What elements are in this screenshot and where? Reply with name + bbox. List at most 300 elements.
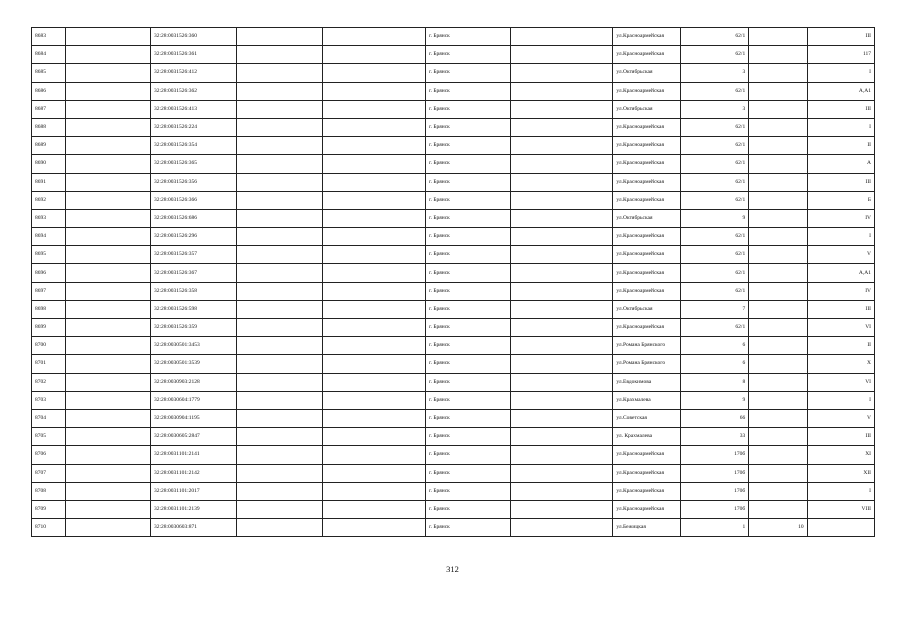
street-cell: ул.Красноармейская bbox=[613, 500, 680, 518]
premises-cell bbox=[807, 519, 874, 537]
building-cell bbox=[749, 209, 807, 227]
cadastral-number-cell: 32:28:0031526:360 bbox=[150, 28, 236, 46]
house-number-cell: 62/1 bbox=[680, 282, 748, 300]
premises-cell: IV bbox=[807, 209, 874, 227]
cadastral-number-cell: 32:28:0031101:2139 bbox=[150, 500, 236, 518]
building-cell bbox=[749, 82, 807, 100]
record-number-cell: 8710 bbox=[32, 519, 66, 537]
city-cell: г. Брянск bbox=[425, 464, 510, 482]
building-cell bbox=[749, 355, 807, 373]
empty-cell bbox=[511, 282, 613, 300]
city-cell: г. Брянск bbox=[425, 209, 510, 227]
street-cell: ул.Красноармейская bbox=[613, 82, 680, 100]
street-cell: ул.Октябрьская bbox=[613, 300, 680, 318]
city-cell: г. Брянск bbox=[425, 246, 510, 264]
premises-cell: А,А1 bbox=[807, 82, 874, 100]
empty-cell bbox=[511, 46, 613, 64]
empty-cell bbox=[511, 64, 613, 82]
building-cell bbox=[749, 409, 807, 427]
empty-cell bbox=[237, 391, 322, 409]
empty-cell bbox=[322, 155, 425, 173]
table-row bbox=[32, 46, 875, 64]
empty-cell bbox=[511, 464, 613, 482]
empty-cell bbox=[322, 209, 425, 227]
empty-cell bbox=[65, 82, 150, 100]
empty-cell bbox=[65, 28, 150, 46]
cadastral-number-cell: 32:28:0030605:2847 bbox=[150, 428, 236, 446]
empty-cell bbox=[65, 64, 150, 82]
table-row bbox=[32, 137, 875, 155]
house-number-cell: 170б bbox=[680, 464, 748, 482]
empty-cell bbox=[65, 409, 150, 427]
street-cell: ул.Романа Брянского bbox=[613, 355, 680, 373]
building-cell bbox=[749, 337, 807, 355]
city-cell: г. Брянск bbox=[425, 337, 510, 355]
empty-cell bbox=[237, 446, 322, 464]
house-number-cell: 62/1 bbox=[680, 264, 748, 282]
empty-cell bbox=[322, 300, 425, 318]
cadastral-number-cell: 32:28:0031526:224 bbox=[150, 118, 236, 136]
empty-cell bbox=[322, 500, 425, 518]
cadastral-number-cell: 32:28:0031101:2142 bbox=[150, 464, 236, 482]
building-cell bbox=[749, 228, 807, 246]
building-cell bbox=[749, 173, 807, 191]
empty-cell bbox=[511, 28, 613, 46]
building-cell bbox=[749, 373, 807, 391]
record-number-cell: 8692 bbox=[32, 191, 66, 209]
building-cell bbox=[749, 191, 807, 209]
empty-cell bbox=[511, 100, 613, 118]
building-cell bbox=[749, 28, 807, 46]
building-cell bbox=[749, 319, 807, 337]
premises-cell: III bbox=[807, 28, 874, 46]
empty-cell bbox=[322, 319, 425, 337]
premises-cell: III bbox=[807, 428, 874, 446]
cadastral-number-cell: 32:28:0030501:3539 bbox=[150, 355, 236, 373]
record-number-cell: 8691 bbox=[32, 173, 66, 191]
street-cell: ул.Красноармейская bbox=[613, 173, 680, 191]
building-cell: 10 bbox=[749, 519, 807, 537]
street-cell: ул.Красноармейская bbox=[613, 246, 680, 264]
street-cell: ул.Бежицкая bbox=[613, 519, 680, 537]
street-cell: ул.Красноармейская bbox=[613, 446, 680, 464]
empty-cell bbox=[322, 46, 425, 64]
empty-cell bbox=[511, 391, 613, 409]
city-cell: г. Брянск bbox=[425, 282, 510, 300]
empty-cell bbox=[322, 118, 425, 136]
street-cell: ул.Красноармейская bbox=[613, 228, 680, 246]
city-cell: г. Брянск bbox=[425, 391, 510, 409]
city-cell: г. Брянск bbox=[425, 409, 510, 427]
house-number-cell: 6 bbox=[680, 337, 748, 355]
empty-cell bbox=[237, 173, 322, 191]
house-number-cell: 6 bbox=[680, 355, 748, 373]
street-cell: ул.Октябрьская bbox=[613, 100, 680, 118]
empty-cell bbox=[65, 300, 150, 318]
street-cell: ул.Красноармейская bbox=[613, 46, 680, 64]
empty-cell bbox=[322, 191, 425, 209]
cadastral-number-cell: 32:28:0031526:296 bbox=[150, 228, 236, 246]
house-number-cell: 9 bbox=[680, 391, 748, 409]
empty-cell bbox=[65, 209, 150, 227]
empty-cell bbox=[65, 264, 150, 282]
empty-cell bbox=[511, 300, 613, 318]
city-cell: г. Брянск bbox=[425, 428, 510, 446]
empty-cell bbox=[322, 337, 425, 355]
cadastral-number-cell: 32:28:0030904:1195 bbox=[150, 409, 236, 427]
premises-cell: Б bbox=[807, 191, 874, 209]
street-cell: ул.Красноармейская bbox=[613, 482, 680, 500]
empty-cell bbox=[511, 355, 613, 373]
table-row bbox=[32, 300, 875, 318]
city-cell: г. Брянск bbox=[425, 46, 510, 64]
house-number-cell: 62/1 bbox=[680, 118, 748, 136]
empty-cell bbox=[322, 173, 425, 191]
city-cell: г. Брянск bbox=[425, 137, 510, 155]
empty-cell bbox=[237, 482, 322, 500]
table-row bbox=[32, 28, 875, 46]
empty-cell bbox=[65, 46, 150, 64]
premises-cell: I bbox=[807, 482, 874, 500]
empty-cell bbox=[65, 137, 150, 155]
empty-cell bbox=[322, 373, 425, 391]
empty-cell bbox=[65, 500, 150, 518]
empty-cell bbox=[65, 282, 150, 300]
empty-cell bbox=[511, 519, 613, 537]
city-cell: г. Брянск bbox=[425, 191, 510, 209]
empty-cell bbox=[511, 137, 613, 155]
empty-cell bbox=[511, 209, 613, 227]
empty-cell bbox=[511, 155, 613, 173]
street-cell: ул.Красноармейская bbox=[613, 118, 680, 136]
premises-cell: III bbox=[807, 300, 874, 318]
record-number-cell: 8702 bbox=[32, 373, 66, 391]
table-row bbox=[32, 482, 875, 500]
cadastral-number-cell: 32:28:0031526:598 bbox=[150, 300, 236, 318]
premises-cell: 117 bbox=[807, 46, 874, 64]
premises-cell: V bbox=[807, 409, 874, 427]
record-number-cell: 8697 bbox=[32, 282, 66, 300]
record-number-cell: 8707 bbox=[32, 464, 66, 482]
cadastral-number-cell: 32:28:0031526:356 bbox=[150, 173, 236, 191]
cadastral-number-cell: 32:28:0031526:365 bbox=[150, 155, 236, 173]
empty-cell bbox=[511, 191, 613, 209]
premises-cell: X bbox=[807, 355, 874, 373]
table-row bbox=[32, 464, 875, 482]
cadastral-number-cell: 32:28:0031101:2141 bbox=[150, 446, 236, 464]
house-number-cell: 66 bbox=[680, 409, 748, 427]
empty-cell bbox=[65, 464, 150, 482]
city-cell: г. Брянск bbox=[425, 446, 510, 464]
house-number-cell: 7 bbox=[680, 300, 748, 318]
record-number-cell: 8699 bbox=[32, 319, 66, 337]
cadastral-number-cell: 32:28:0030603:871 bbox=[150, 519, 236, 537]
table-row bbox=[32, 355, 875, 373]
cadastral-number-cell: 32:28:0030604:1779 bbox=[150, 391, 236, 409]
cadastral-number-cell: 32:28:0030501:3453 bbox=[150, 337, 236, 355]
record-number-cell: 8708 bbox=[32, 482, 66, 500]
empty-cell bbox=[511, 173, 613, 191]
empty-cell bbox=[237, 337, 322, 355]
record-number-cell: 8709 bbox=[32, 500, 66, 518]
registry-table bbox=[31, 27, 875, 537]
table-row bbox=[32, 409, 875, 427]
city-cell: г. Брянск bbox=[425, 355, 510, 373]
empty-cell bbox=[322, 264, 425, 282]
city-cell: г. Брянск bbox=[425, 173, 510, 191]
empty-cell bbox=[237, 500, 322, 518]
empty-cell bbox=[237, 155, 322, 173]
table-row bbox=[32, 118, 875, 136]
house-number-cell: 62/1 bbox=[680, 137, 748, 155]
empty-cell bbox=[322, 228, 425, 246]
house-number-cell: 33 bbox=[680, 428, 748, 446]
house-number-cell: 1 bbox=[680, 519, 748, 537]
city-cell: г. Брянск bbox=[425, 64, 510, 82]
registry-table-body bbox=[32, 28, 875, 537]
empty-cell bbox=[65, 373, 150, 391]
empty-cell bbox=[65, 155, 150, 173]
building-cell bbox=[749, 264, 807, 282]
house-number-cell: 62/1 bbox=[680, 28, 748, 46]
empty-cell bbox=[322, 82, 425, 100]
empty-cell bbox=[322, 64, 425, 82]
house-number-cell: 170б bbox=[680, 500, 748, 518]
empty-cell bbox=[237, 464, 322, 482]
table-row bbox=[32, 100, 875, 118]
record-number-cell: 8704 bbox=[32, 409, 66, 427]
building-cell bbox=[749, 446, 807, 464]
cadastral-number-cell: 32:28:0031526:413 bbox=[150, 100, 236, 118]
premises-cell: III bbox=[807, 173, 874, 191]
empty-cell bbox=[322, 137, 425, 155]
record-number-cell: 8683 bbox=[32, 28, 66, 46]
building-cell bbox=[749, 46, 807, 64]
street-cell: ул.Красноармейская bbox=[613, 464, 680, 482]
building-cell bbox=[749, 100, 807, 118]
street-cell: ул.Крахмалева bbox=[613, 391, 680, 409]
building-cell bbox=[749, 500, 807, 518]
empty-cell bbox=[237, 282, 322, 300]
empty-cell bbox=[511, 319, 613, 337]
empty-cell bbox=[511, 337, 613, 355]
table-row bbox=[32, 64, 875, 82]
empty-cell bbox=[65, 446, 150, 464]
empty-cell bbox=[65, 246, 150, 264]
empty-cell bbox=[322, 100, 425, 118]
empty-cell bbox=[65, 228, 150, 246]
premises-cell: IV bbox=[807, 282, 874, 300]
house-number-cell: 62/1 bbox=[680, 191, 748, 209]
record-number-cell: 8694 bbox=[32, 228, 66, 246]
empty-cell bbox=[511, 482, 613, 500]
empty-cell bbox=[237, 100, 322, 118]
table-row bbox=[32, 82, 875, 100]
street-cell: ул.Красноармейская bbox=[613, 137, 680, 155]
cadastral-number-cell: 32:28:0031101:2017 bbox=[150, 482, 236, 500]
empty-cell bbox=[237, 82, 322, 100]
premises-cell: А,А1 bbox=[807, 264, 874, 282]
empty-cell bbox=[237, 428, 322, 446]
record-number-cell: 8693 bbox=[32, 209, 66, 227]
street-cell: ул.Красноармейская bbox=[613, 282, 680, 300]
table-row bbox=[32, 191, 875, 209]
empty-cell bbox=[511, 264, 613, 282]
cadastral-number-cell: 32:28:0031526:358 bbox=[150, 282, 236, 300]
city-cell: г. Брянск bbox=[425, 482, 510, 500]
street-cell: ул.Красноармейская bbox=[613, 191, 680, 209]
street-cell: ул.Евдокимова bbox=[613, 373, 680, 391]
building-cell bbox=[749, 155, 807, 173]
premises-cell: XI bbox=[807, 446, 874, 464]
city-cell: г. Брянск bbox=[425, 228, 510, 246]
table-row bbox=[32, 373, 875, 391]
table-row bbox=[32, 246, 875, 264]
premises-cell: III bbox=[807, 100, 874, 118]
house-number-cell: 62/1 bbox=[680, 82, 748, 100]
empty-cell bbox=[511, 246, 613, 264]
city-cell: г. Брянск bbox=[425, 118, 510, 136]
table-row bbox=[32, 500, 875, 518]
empty-cell bbox=[237, 191, 322, 209]
city-cell: г. Брянск bbox=[425, 100, 510, 118]
empty-cell bbox=[65, 319, 150, 337]
empty-cell bbox=[322, 282, 425, 300]
record-number-cell: 8684 bbox=[32, 46, 66, 64]
city-cell: г. Брянск bbox=[425, 319, 510, 337]
empty-cell bbox=[237, 246, 322, 264]
empty-cell bbox=[237, 319, 322, 337]
table-row bbox=[32, 228, 875, 246]
city-cell: г. Брянск bbox=[425, 155, 510, 173]
empty-cell bbox=[237, 28, 322, 46]
record-number-cell: 8701 bbox=[32, 355, 66, 373]
empty-cell bbox=[237, 46, 322, 64]
table-row bbox=[32, 155, 875, 173]
empty-cell bbox=[237, 355, 322, 373]
premises-cell: II bbox=[807, 137, 874, 155]
table-row bbox=[32, 428, 875, 446]
premises-cell: VIII bbox=[807, 500, 874, 518]
table-row bbox=[32, 282, 875, 300]
empty-cell bbox=[237, 519, 322, 537]
cadastral-number-cell: 32:28:0031526:686 bbox=[150, 209, 236, 227]
city-cell: г. Брянск bbox=[425, 28, 510, 46]
record-number-cell: 8705 bbox=[32, 428, 66, 446]
cadastral-number-cell: 32:28:0031526:361 bbox=[150, 46, 236, 64]
empty-cell bbox=[322, 409, 425, 427]
empty-cell bbox=[322, 519, 425, 537]
street-cell: ул.Красноармейская bbox=[613, 264, 680, 282]
cadastral-number-cell: 32:28:0031526:412 bbox=[150, 64, 236, 82]
table-row bbox=[32, 446, 875, 464]
street-cell: ул.Октябрьская bbox=[613, 209, 680, 227]
premises-cell: I bbox=[807, 391, 874, 409]
empty-cell bbox=[322, 446, 425, 464]
city-cell: г. Брянск bbox=[425, 500, 510, 518]
premises-cell: VI bbox=[807, 373, 874, 391]
house-number-cell: 62/1 bbox=[680, 246, 748, 264]
empty-cell bbox=[511, 118, 613, 136]
house-number-cell: 3 bbox=[680, 64, 748, 82]
empty-cell bbox=[511, 82, 613, 100]
empty-cell bbox=[237, 264, 322, 282]
empty-cell bbox=[237, 64, 322, 82]
record-number-cell: 8698 bbox=[32, 300, 66, 318]
cadastral-number-cell: 32:28:0031526:362 bbox=[150, 82, 236, 100]
premises-cell: I bbox=[807, 228, 874, 246]
empty-cell bbox=[65, 173, 150, 191]
house-number-cell: 3 bbox=[680, 100, 748, 118]
city-cell: г. Брянск bbox=[425, 373, 510, 391]
premises-cell: I bbox=[807, 64, 874, 82]
record-number-cell: 8687 bbox=[32, 100, 66, 118]
empty-cell bbox=[511, 373, 613, 391]
empty-cell bbox=[322, 28, 425, 46]
empty-cell bbox=[322, 482, 425, 500]
building-cell bbox=[749, 246, 807, 264]
city-cell: г. Брянск bbox=[425, 300, 510, 318]
building-cell bbox=[749, 118, 807, 136]
street-cell: ул.Октябрьская bbox=[613, 64, 680, 82]
empty-cell bbox=[511, 409, 613, 427]
table-row bbox=[32, 319, 875, 337]
building-cell bbox=[749, 391, 807, 409]
table-row bbox=[32, 209, 875, 227]
street-cell: ул. Крахмалева bbox=[613, 428, 680, 446]
empty-cell bbox=[322, 464, 425, 482]
city-cell: г. Брянск bbox=[425, 264, 510, 282]
cadastral-number-cell: 32:28:0031526:366 bbox=[150, 191, 236, 209]
building-cell bbox=[749, 464, 807, 482]
empty-cell bbox=[237, 137, 322, 155]
cadastral-number-cell: 32:28:0031526:354 bbox=[150, 137, 236, 155]
empty-cell bbox=[322, 391, 425, 409]
empty-cell bbox=[511, 228, 613, 246]
city-cell: г. Брянск bbox=[425, 82, 510, 100]
empty-cell bbox=[65, 428, 150, 446]
table-row bbox=[32, 519, 875, 537]
empty-cell bbox=[65, 118, 150, 136]
building-cell bbox=[749, 64, 807, 82]
house-number-cell: 170б bbox=[680, 446, 748, 464]
record-number-cell: 8695 bbox=[32, 246, 66, 264]
street-cell: ул.Красноармейская bbox=[613, 319, 680, 337]
premises-cell: XII bbox=[807, 464, 874, 482]
empty-cell bbox=[237, 409, 322, 427]
table-row bbox=[32, 391, 875, 409]
building-cell bbox=[749, 137, 807, 155]
house-number-cell: 62/1 bbox=[680, 319, 748, 337]
record-number-cell: 8688 bbox=[32, 118, 66, 136]
empty-cell bbox=[65, 100, 150, 118]
building-cell bbox=[749, 300, 807, 318]
house-number-cell: 62/1 bbox=[680, 46, 748, 64]
building-cell bbox=[749, 282, 807, 300]
record-number-cell: 8706 bbox=[32, 446, 66, 464]
empty-cell bbox=[322, 246, 425, 264]
empty-cell bbox=[65, 191, 150, 209]
house-number-cell: 62/1 bbox=[680, 155, 748, 173]
record-number-cell: 8689 bbox=[32, 137, 66, 155]
record-number-cell: 8700 bbox=[32, 337, 66, 355]
empty-cell bbox=[511, 500, 613, 518]
premises-cell: V bbox=[807, 246, 874, 264]
house-number-cell: 62/1 bbox=[680, 228, 748, 246]
street-cell: ул.Красноармейская bbox=[613, 155, 680, 173]
empty-cell bbox=[237, 228, 322, 246]
record-number-cell: 8685 bbox=[32, 64, 66, 82]
